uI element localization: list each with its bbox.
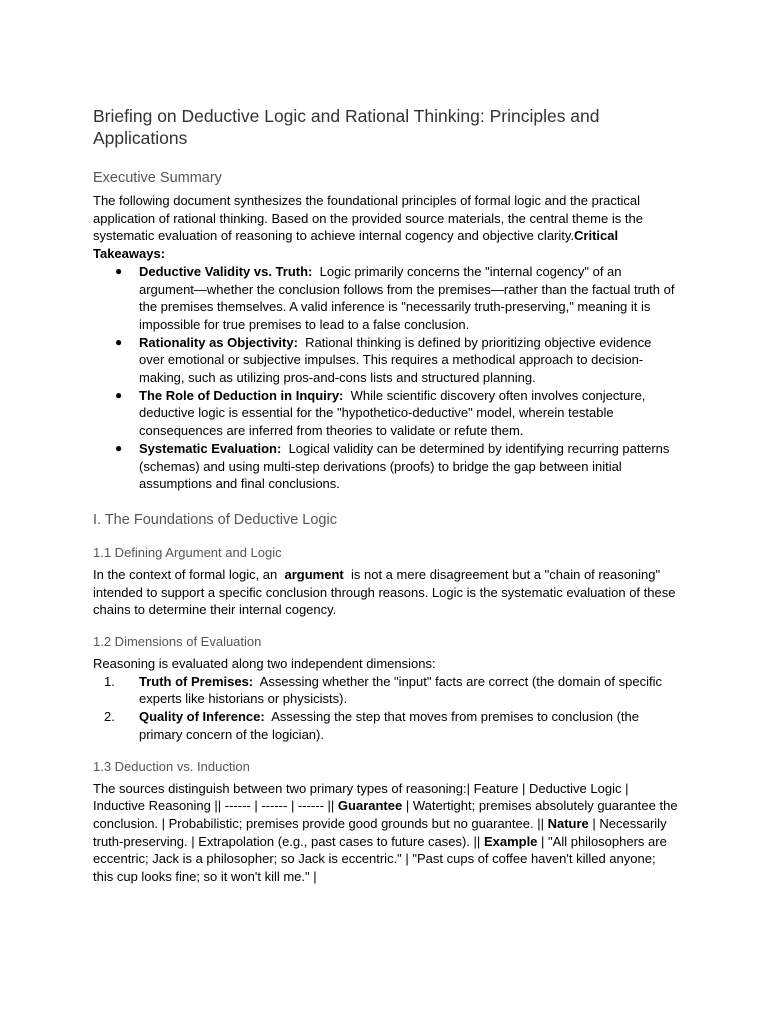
section-1-2-heading: 1.2 Dimensions of Evaluation	[93, 634, 262, 650]
bullet-icon: ●	[115, 334, 123, 349]
section-1-1-text: In the context of formal logic, an argument is not a mere disagreement but a "chain of reasoning" intended to support a specific conclusion through reasons. Logic is the systematic evaluation of these chains to determine their internal cogency.	[93, 566, 676, 618]
section-1-2-intro: Reasoning is evaluated along two independent dimensions:	[93, 656, 436, 672]
bullet-icon: ●	[115, 440, 123, 455]
document-title: Briefing on Deductive Logic and Rational Thinking: Principles and Applications	[93, 106, 600, 148]
document-body	[93, 105, 678, 886]
executive-summary-intro: The following document synthesizes the foundational principles of formal logic and the practical application of rational thinking. Based on the provided source materials, the central theme is the systematic evaluation of reasoning to achieve internal cogency and objective clarity.Critical Takeaways:	[93, 193, 643, 262]
section-1-heading: I. The Foundations of Deductive Logic	[93, 511, 337, 528]
section-1-3-text: The sources distinguish between two primary types of reasoning:| Feature | Deductive Logic | Inductive Reasoning || ------ | ------ | ------ || Guarantee | Watertight; premises absolutely guarantee the conclusion. | Probabilistic; premises provide good grounds but no guarantee. || Nature | Necessarily truth-preserving. | Extrapolation (e.g., past cases to future cases). || Example | "All philosophers are eccentric; Jack is a philosopher; so Jack is eccentric." | "Past cups of coffee haven't killed anyone; this cup looks fine; so it won't kill me." |	[93, 780, 678, 885]
list-item: ● Systematic Evaluation: Logical validity can be determined by identifying recurring patterns (schemas) and using multi-step derivations (proofs) to bridge the gap between initial assumptions and final conclusions.	[115, 440, 670, 492]
section-1-3-heading: 1.3 Deduction vs. Induction	[93, 758, 250, 774]
executive-summary-heading: Executive Summary	[93, 170, 222, 186]
list-item: ● The Role of Deduction in Inquiry: While scientific discovery often involves conjecture, deductive logic is essential for the "hypothetico-deductive" model, wherein testable consequences are inferred from theories to validate or refute them.	[115, 387, 646, 439]
list-item: ● Rationality as Objectivity: Rational thinking is defined by prioritizing objective evidence over emotional or subjective impulses. This requires a methodical approach to decision-making, such as utilizing pros-and-cons lists and structured planning.	[115, 334, 652, 386]
takeaways-list	[93, 263, 678, 493]
list-item: 1. Truth of Premises: Assessing whether the "input" facts are correct (the domain of specific experts like historians or physicists).	[104, 673, 662, 707]
bullet-icon: ●	[115, 387, 123, 402]
critical-takeaways-label: Critical Takeaways:	[93, 228, 619, 262]
list-item: ● Deductive Validity vs. Truth: Logic primarily concerns the "internal cogency" of an argument—whether the conclusion follows from the premises—rather than the factual truth of the premises themselves. A valid inference is "necessarily truth-preserving," meaning it is impossible for true premises to lead to a false conclusion.	[115, 263, 675, 332]
bullet-icon: ●	[115, 263, 123, 278]
list-item: 2. Quality of Inference: Assessing the step that moves from premises to conclusion (the primary concern of the logician).	[104, 709, 639, 742]
section-1-1-heading: 1.1 Defining Argument and Logic	[93, 544, 282, 560]
dimensions-list	[93, 673, 678, 744]
